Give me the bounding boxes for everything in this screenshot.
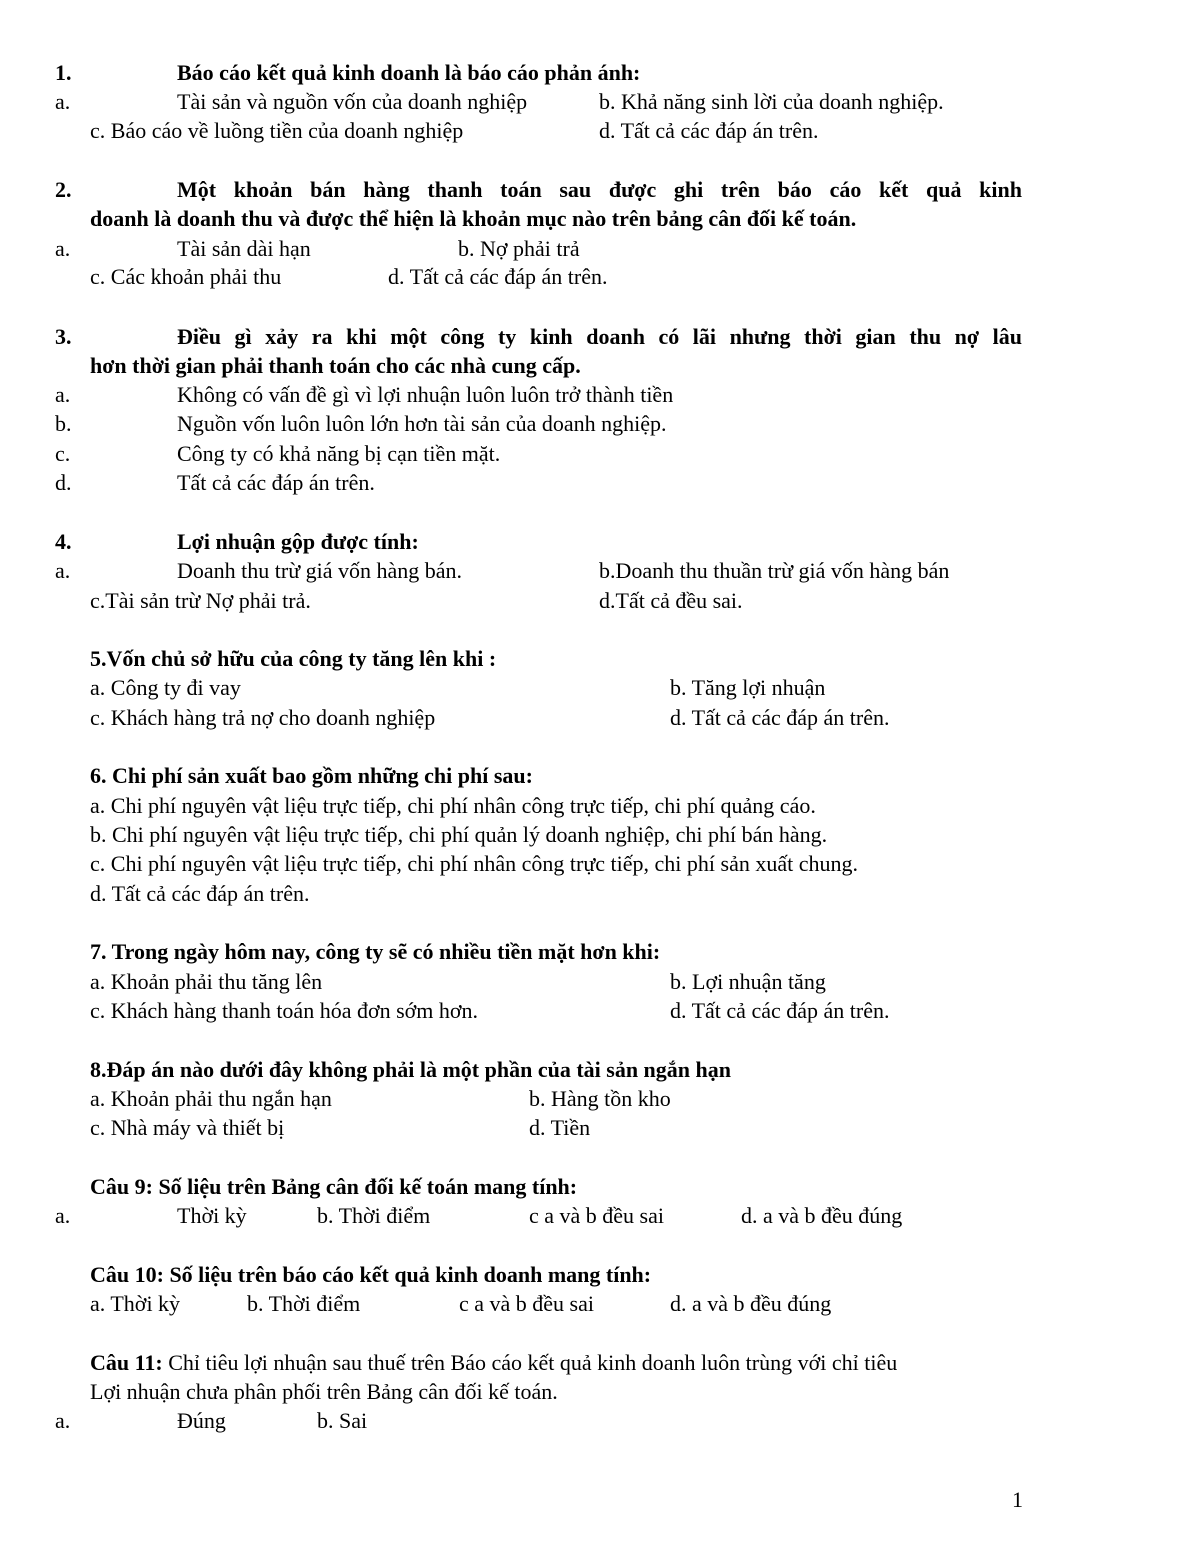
q5-option-a: a. Công ty đi vay xyxy=(90,675,241,700)
q2-option-a: Tài sản dài hạn xyxy=(177,236,311,261)
q11-question-text: Chỉ tiêu lợi nhuận sau thuế trên Báo cáo kết quả kinh doanh luôn trùng với chỉ tiêu xyxy=(162,1350,898,1375)
q6-option-a: a. Chi phí nguyên vật liệu trực tiếp, chi phí nhân công trực tiếp, chi phí quảng cáo. xyxy=(90,793,816,818)
q2-question-line2: doanh là doanh thu và được thể hiện là khoản mục nào trên bảng cân đối kế toán. xyxy=(90,206,857,231)
q3-label-a: a. xyxy=(55,382,71,407)
q2-option-c: c. Các khoản phải thu xyxy=(90,264,282,289)
q1-option-b: b. Khả năng sinh lời của doanh nghiệp. xyxy=(599,89,944,114)
q11-question-line2: Lợi nhuận chưa phân phối trên Bảng cân đối kế toán. xyxy=(90,1379,558,1404)
q10-option-d: d. a và b đều đúng xyxy=(670,1291,832,1316)
q4-option-c: c.Tài sản trừ Nợ phải trả. xyxy=(90,588,311,613)
q4-label-a: a. xyxy=(55,558,71,583)
q3-label-b: b. xyxy=(55,411,72,436)
q7-option-a: a. Khoản phải thu tăng lên xyxy=(90,969,323,994)
q10-question: Câu 10: Số liệu trên báo cáo kết quả kinh doanh mang tính: xyxy=(90,1262,652,1287)
q6-question: 6. Chi phí sản xuất bao gồm những chi phí sau: xyxy=(90,763,533,788)
q2-option-b: b. Nợ phải trả xyxy=(458,236,580,261)
q9-option-d: d. a và b đều đúng xyxy=(741,1203,903,1228)
q7-option-d: d. Tất cả các đáp án trên. xyxy=(670,998,890,1023)
q1-option-a: Tài sản và nguồn vốn của doanh nghiệp xyxy=(177,89,528,114)
q3-option-a: Không có vấn đề gì vì lợi nhuận luôn luôn trở thành tiền xyxy=(177,382,674,407)
q2-option-d: d. Tất cả các đáp án trên. xyxy=(388,264,608,289)
q1-question: Báo cáo kết quả kinh doanh là báo cáo phản ánh: xyxy=(177,60,641,85)
q3-option-d: Tất cả các đáp án trên. xyxy=(177,470,375,495)
q3-number: 3. xyxy=(55,324,72,349)
q1-label-a: a. xyxy=(55,89,71,114)
q2-question-line1: Một khoản bán hàng thanh toán sau được ghi trên báo cáo kết quả kinh xyxy=(177,177,1022,202)
q7-question: 7. Trong ngày hôm nay, công ty sẽ có nhiều tiền mặt hơn khi: xyxy=(90,939,661,964)
q2-label-a: a. xyxy=(55,236,71,261)
q1-option-c: c. Báo cáo về luồng tiền của doanh nghiệp xyxy=(90,118,464,143)
q3-question-line1: Điều gì xảy ra khi một công ty kinh doanh có lãi nhưng thời gian thu nợ lâu xyxy=(177,324,1022,349)
q11-option-b: b. Sai xyxy=(317,1408,368,1433)
q5-option-b: b. Tăng lợi nhuận xyxy=(670,675,826,700)
q3-option-c: Công ty có khả năng bị cạn tiền mặt. xyxy=(177,441,501,466)
q5-option-c: c. Khách hàng trả nợ cho doanh nghiệp xyxy=(90,705,436,730)
q7-option-b: b. Lợi nhuận tăng xyxy=(670,969,826,994)
q11-question-line1 xyxy=(90,1349,897,1377)
q2-number: 2. xyxy=(55,177,72,202)
q1-option-d: d. Tất cả các đáp án trên. xyxy=(599,118,819,143)
q9-question: Câu 9: Số liệu trên Bảng cân đối kế toán mang tính: xyxy=(90,1174,578,1199)
q4-option-d: d.Tất cả đều sai. xyxy=(599,588,743,613)
q4-option-b: b.Doanh thu thuần trừ giá vốn hàng bán xyxy=(599,558,950,583)
q6-option-c: c. Chi phí nguyên vật liệu trực tiếp, chi phí nhân công trực tiếp, chi phí sản xuất chung. xyxy=(90,851,859,876)
q3-label-c: c. xyxy=(55,441,71,466)
q6-option-b: b. Chi phí nguyên vật liệu trực tiếp, chi phí quản lý doanh nghiệp, chi phí bán hàng. xyxy=(90,822,828,847)
q11-prefix: Câu 11: xyxy=(90,1350,163,1375)
q8-option-b: b. Hàng tồn kho xyxy=(529,1086,671,1111)
q10-option-a: a. Thời kỳ xyxy=(90,1291,181,1316)
q8-option-a: a. Khoản phải thu ngắn hạn xyxy=(90,1086,332,1111)
q9-label-a: a. xyxy=(55,1203,71,1228)
q10-option-c: c a và b đều sai xyxy=(459,1291,594,1316)
q4-question: Lợi nhuận gộp được tính: xyxy=(177,529,419,554)
q10-option-b: b. Thời điểm xyxy=(247,1291,361,1316)
q1-number: 1. xyxy=(55,60,72,85)
q8-question: 8.Đáp án nào dưới đây không phải là một phần của tài sản ngắn hạn xyxy=(90,1057,731,1082)
q5-option-d: d. Tất cả các đáp án trên. xyxy=(670,705,890,730)
page-number: 1 xyxy=(1012,1487,1023,1512)
q8-option-c: c. Nhà máy và thiết bị xyxy=(90,1115,285,1140)
q4-number: 4. xyxy=(55,529,72,554)
q7-option-c: c. Khách hàng thanh toán hóa đơn sớm hơn. xyxy=(90,998,479,1023)
q11-option-a: Đúng xyxy=(177,1408,226,1433)
q9-option-a: Thời kỳ xyxy=(177,1203,247,1228)
q4-option-a: Doanh thu trừ giá vốn hàng bán. xyxy=(177,558,463,583)
q5-question: 5.Vốn chủ sở hữu của công ty tăng lên khi : xyxy=(90,646,497,671)
q3-label-d: d. xyxy=(55,470,72,495)
q3-option-b: Nguồn vốn luôn luôn lớn hơn tài sản của doanh nghiệp. xyxy=(177,411,667,436)
q3-question-line2: hơn thời gian phải thanh toán cho các nhà cung cấp. xyxy=(90,353,581,378)
q9-option-c: c a và b đều sai xyxy=(529,1203,664,1228)
q8-option-d: d. Tiền xyxy=(529,1115,591,1140)
q11-label-a: a. xyxy=(55,1408,71,1433)
q9-option-b: b. Thời điểm xyxy=(317,1203,431,1228)
q6-option-d: d. Tất cả các đáp án trên. xyxy=(90,881,310,906)
